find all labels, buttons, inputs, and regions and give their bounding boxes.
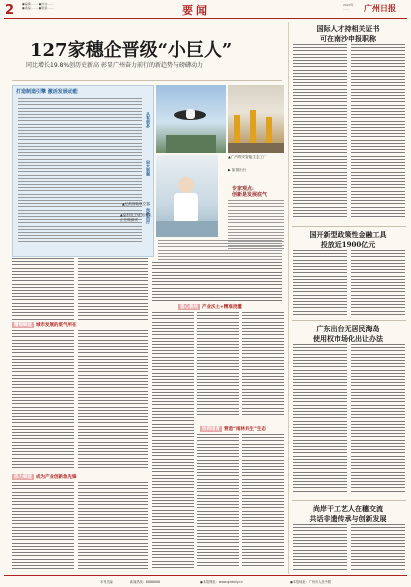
subsection-heading bbox=[178, 304, 242, 310]
story-text bbox=[293, 250, 347, 316]
subsection-tag: 精细赋能 bbox=[14, 323, 32, 328]
editor-meta bbox=[22, 2, 54, 10]
subsection-heading bbox=[12, 474, 77, 480]
page-number: 2 bbox=[5, 3, 15, 18]
subsection-title: 产业沃土+精准浇灌 bbox=[202, 305, 242, 310]
column-rule bbox=[288, 22, 289, 574]
body-text bbox=[152, 312, 194, 572]
story-title: 国开新型政策性金融工具 投放近1900亿元 bbox=[309, 230, 387, 249]
body-text bbox=[242, 434, 284, 572]
date-line: …… bbox=[343, 7, 349, 11]
caption-text bbox=[158, 240, 282, 262]
story-text bbox=[351, 524, 405, 572]
story-text bbox=[351, 250, 405, 316]
story-text bbox=[293, 44, 347, 222]
footer-left: 本刊总编 bbox=[100, 580, 113, 584]
expert-view-title: 专家观点: 创新是发展底气 bbox=[232, 186, 268, 198]
box-label: 向新而行 bbox=[146, 208, 151, 224]
body-text bbox=[242, 312, 284, 422]
body-text bbox=[197, 434, 239, 572]
body-text bbox=[12, 482, 74, 572]
photo-caption: ▲亿航智能航空器 bbox=[122, 202, 150, 206]
header-rule bbox=[4, 18, 407, 19]
researcher-icon bbox=[156, 155, 218, 237]
divider bbox=[12, 80, 282, 81]
photo-caption: ▲晶科电子研发团队正在做测试 bbox=[120, 213, 152, 222]
subsection-title: 营造“雨林共生”生态 bbox=[224, 427, 266, 432]
lab-photo bbox=[156, 155, 218, 237]
subsection-heading bbox=[12, 322, 77, 328]
meta-line: ●美编:…… ●组版:…… bbox=[22, 6, 55, 10]
lead-subhead: 同比增长19.8%创历史新高 彰显广州奋力前行的新趋势与磅礴动力 bbox=[26, 62, 203, 69]
story-text bbox=[351, 344, 405, 496]
body-text bbox=[12, 258, 74, 320]
story-divider bbox=[292, 226, 406, 227]
story-text bbox=[351, 44, 405, 222]
footer bbox=[0, 576, 411, 587]
story-title: 广东出台无居民海岛 使用权市场化出让办法 bbox=[313, 324, 383, 343]
subsection-tag: 悉心栽培 bbox=[180, 305, 198, 310]
box-label: 从有到多 bbox=[146, 112, 151, 128]
story-title: 国际人才持相关证书 可在南沙申报职称 bbox=[316, 24, 380, 43]
info-box-heading: 打造制造引擎 激活发展动能 bbox=[16, 89, 78, 95]
subsection-tag: 添力赋能 bbox=[14, 475, 32, 480]
subsection-tag: 协同培育 bbox=[202, 427, 220, 432]
info-box-text bbox=[18, 98, 142, 248]
date-line: 2023年 bbox=[343, 3, 354, 7]
body-text bbox=[78, 482, 148, 572]
newspaper-logo: 广州日报 bbox=[364, 3, 396, 13]
body-text bbox=[197, 312, 239, 422]
body-text bbox=[78, 330, 148, 470]
subsection-title: 成为产业创新急先锋 bbox=[36, 475, 77, 480]
footer-website: ●本报网址：www.gzdaily.cn bbox=[200, 580, 243, 584]
date-meta bbox=[343, 3, 354, 11]
body-text bbox=[78, 258, 148, 320]
factory-photo bbox=[228, 85, 284, 153]
section-title: 要闻 bbox=[182, 4, 210, 17]
subsection-heading bbox=[200, 426, 266, 432]
meta-line: ●编辑:…… ●校对:…… bbox=[22, 2, 55, 6]
story-divider bbox=[292, 320, 406, 321]
aircraft-icon bbox=[156, 85, 226, 153]
body-text bbox=[152, 262, 282, 302]
body-text bbox=[12, 330, 74, 470]
box-label: 由大到强 bbox=[146, 160, 151, 176]
aircraft-photo bbox=[156, 85, 226, 153]
sidebar-quote: ▶ 如祺出行 bbox=[228, 168, 247, 172]
story-title: 尚岸干工艺人在穗交流 共话非遗传承与创新发展 bbox=[309, 504, 387, 523]
story-text bbox=[293, 344, 347, 496]
subsection-title: 城市发展的底气所在 bbox=[36, 323, 77, 328]
footer-address: ●本报地址：广州市人民中路 bbox=[290, 580, 332, 584]
robot-arm-icon bbox=[228, 85, 284, 153]
photo-caption: ▲广汽埃安智能生态工厂 bbox=[228, 155, 267, 159]
story-text bbox=[293, 524, 347, 572]
lead-headline: 127家穗企晋级“小巨人” bbox=[30, 40, 233, 61]
footer-hotline: 新闻热线：8888888 bbox=[130, 580, 161, 584]
story-divider bbox=[292, 500, 406, 501]
